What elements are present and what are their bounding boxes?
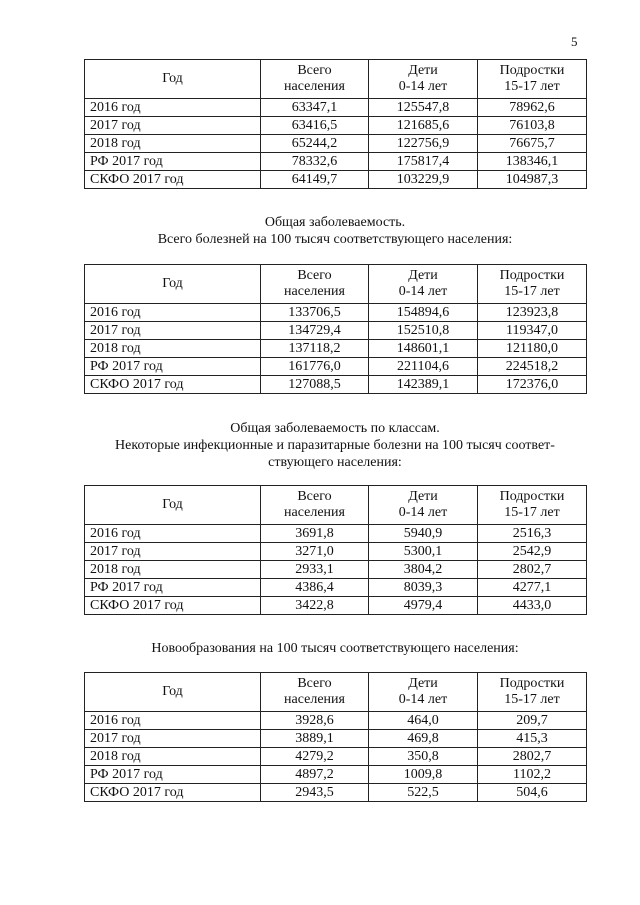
col-header-teens: Подростки 15-17 лет <box>478 60 587 99</box>
header-row <box>85 673 587 712</box>
teens-cell: 209,7 <box>478 712 587 730</box>
stats-table-4 <box>84 672 587 802</box>
children-cell: 4979,4 <box>369 597 478 615</box>
row-label-cell: 2018 год <box>85 135 261 153</box>
children-cell: 125547,8 <box>369 99 478 117</box>
children-cell: 350,8 <box>369 748 478 766</box>
col-header-teens: Подростки 15-17 лет <box>478 673 587 712</box>
table-row <box>85 171 587 189</box>
col-header-total: Всего населения <box>261 673 369 712</box>
table-row <box>85 358 587 376</box>
table-row <box>85 153 587 171</box>
col-header-year: Год <box>85 265 261 304</box>
row-label-cell: 2016 год <box>85 712 261 730</box>
children-cell: 1009,8 <box>369 766 478 784</box>
total-cell: 2933,1 <box>261 561 369 579</box>
total-cell: 4897,2 <box>261 766 369 784</box>
row-label-cell: 2017 год <box>85 730 261 748</box>
col-header-year: Год <box>85 60 261 99</box>
teens-cell: 119347,0 <box>478 322 587 340</box>
total-cell: 3422,8 <box>261 597 369 615</box>
children-cell: 103229,9 <box>369 171 478 189</box>
row-label-cell: 2016 год <box>85 99 261 117</box>
col-header-year: Год <box>85 673 261 712</box>
total-cell: 3271,0 <box>261 543 369 561</box>
table-row <box>85 597 587 615</box>
table-row <box>85 117 587 135</box>
col-header-year: Год <box>85 486 261 525</box>
caption-table-4: Новообразования на 100 тысяч соответствующего населения: <box>151 641 519 656</box>
table-row <box>85 135 587 153</box>
row-label-cell: СКФО 2017 год <box>85 784 261 802</box>
row-label-cell: 2018 год <box>85 561 261 579</box>
total-cell: 64149,7 <box>261 171 369 189</box>
table-row <box>85 748 587 766</box>
row-label-cell: 2017 год <box>85 117 261 135</box>
teens-cell: 2802,7 <box>478 748 587 766</box>
children-cell: 8039,3 <box>369 579 478 597</box>
table-row <box>85 99 587 117</box>
teens-cell: 415,3 <box>478 730 587 748</box>
caption-table-3: Общая заболеваемость по классам. Некоторые инфекционные и паразитарные болезни на 100 тысяч соответ- ствующего населения: <box>115 421 555 470</box>
table-row <box>85 525 587 543</box>
total-cell: 161776,0 <box>261 358 369 376</box>
row-label-cell: СКФО 2017 год <box>85 171 261 189</box>
col-header-children: Дети 0-14 лет <box>369 265 478 304</box>
teens-cell: 121180,0 <box>478 340 587 358</box>
col-header-total: Всего населения <box>261 265 369 304</box>
total-cell: 65244,2 <box>261 135 369 153</box>
total-cell: 4386,4 <box>261 579 369 597</box>
total-cell: 3691,8 <box>261 525 369 543</box>
children-cell: 122756,9 <box>369 135 478 153</box>
teens-cell: 172376,0 <box>478 376 587 394</box>
table-row <box>85 712 587 730</box>
total-cell: 63347,1 <box>261 99 369 117</box>
stats-table-1 <box>84 59 587 189</box>
col-header-children: Дети 0-14 лет <box>369 673 478 712</box>
row-label-cell: 2016 год <box>85 304 261 322</box>
teens-cell: 4277,1 <box>478 579 587 597</box>
total-cell: 137118,2 <box>261 340 369 358</box>
teens-cell: 76675,7 <box>478 135 587 153</box>
teens-cell: 104987,3 <box>478 171 587 189</box>
col-header-total: Всего населения <box>261 486 369 525</box>
header-row <box>85 60 587 99</box>
stats-table-2 <box>84 264 587 394</box>
table-row <box>85 561 587 579</box>
total-cell: 133706,5 <box>261 304 369 322</box>
children-cell: 175817,4 <box>369 153 478 171</box>
teens-cell: 504,6 <box>478 784 587 802</box>
children-cell: 464,0 <box>369 712 478 730</box>
teens-cell: 76103,8 <box>478 117 587 135</box>
children-cell: 148601,1 <box>369 340 478 358</box>
total-cell: 3928,6 <box>261 712 369 730</box>
row-label-cell: СКФО 2017 год <box>85 597 261 615</box>
teens-cell: 2542,9 <box>478 543 587 561</box>
teens-cell: 1102,2 <box>478 766 587 784</box>
children-cell: 121685,6 <box>369 117 478 135</box>
col-header-children: Дети 0-14 лет <box>369 486 478 525</box>
page-number: 5 <box>571 34 578 49</box>
row-label-cell: СКФО 2017 год <box>85 376 261 394</box>
teens-cell: 2516,3 <box>478 525 587 543</box>
table-row <box>85 340 587 358</box>
teens-cell: 123923,8 <box>478 304 587 322</box>
children-cell: 154894,6 <box>369 304 478 322</box>
header-row <box>85 486 587 525</box>
total-cell: 63416,5 <box>261 117 369 135</box>
total-cell: 4279,2 <box>261 748 369 766</box>
header-row <box>85 265 587 304</box>
row-label-cell: РФ 2017 год <box>85 153 261 171</box>
row-label-cell: РФ 2017 год <box>85 358 261 376</box>
total-cell: 3889,1 <box>261 730 369 748</box>
children-cell: 522,5 <box>369 784 478 802</box>
table-row <box>85 766 587 784</box>
table-row <box>85 784 587 802</box>
row-label-cell: РФ 2017 год <box>85 579 261 597</box>
caption-table-2: Общая заболеваемость. Всего болезней на 100 тысяч соответствующего населения: <box>157 215 513 247</box>
teens-cell: 2802,7 <box>478 561 587 579</box>
stats-table-3 <box>84 485 587 615</box>
row-label-cell: 2018 год <box>85 340 261 358</box>
col-header-teens: Подростки 15-17 лет <box>478 486 587 525</box>
row-label-cell: 2017 год <box>85 322 261 340</box>
total-cell: 134729,4 <box>261 322 369 340</box>
table-row <box>85 304 587 322</box>
table-row <box>85 579 587 597</box>
col-header-total: Всего населения <box>261 60 369 99</box>
row-label-cell: 2017 год <box>85 543 261 561</box>
table-row <box>85 543 587 561</box>
children-cell: 152510,8 <box>369 322 478 340</box>
col-header-teens: Подростки 15-17 лет <box>478 265 587 304</box>
children-cell: 5300,1 <box>369 543 478 561</box>
children-cell: 469,8 <box>369 730 478 748</box>
total-cell: 78332,6 <box>261 153 369 171</box>
children-cell: 3804,2 <box>369 561 478 579</box>
children-cell: 5940,9 <box>369 525 478 543</box>
teens-cell: 224518,2 <box>478 358 587 376</box>
table-row <box>85 376 587 394</box>
teens-cell: 4433,0 <box>478 597 587 615</box>
table-row <box>85 322 587 340</box>
total-cell: 127088,5 <box>261 376 369 394</box>
children-cell: 142389,1 <box>369 376 478 394</box>
total-cell: 2943,5 <box>261 784 369 802</box>
children-cell: 221104,6 <box>369 358 478 376</box>
teens-cell: 138346,1 <box>478 153 587 171</box>
col-header-children: Дети 0-14 лет <box>369 60 478 99</box>
table-row <box>85 730 587 748</box>
teens-cell: 78962,6 <box>478 99 587 117</box>
row-label-cell: 2018 год <box>85 748 261 766</box>
row-label-cell: 2016 год <box>85 525 261 543</box>
row-label-cell: РФ 2017 год <box>85 766 261 784</box>
